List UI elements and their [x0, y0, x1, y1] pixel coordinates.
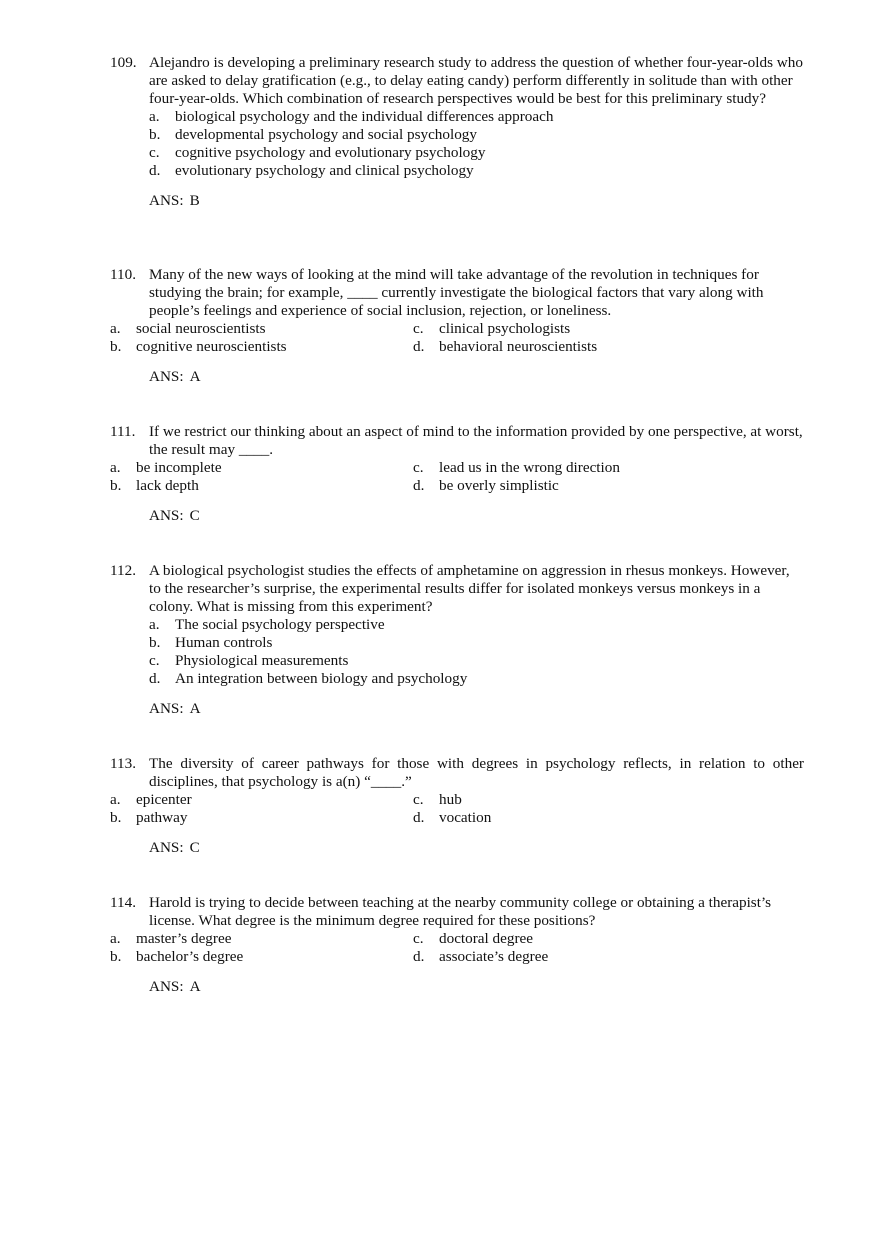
question-113 [110, 755, 804, 857]
answer-label: ANS: [149, 368, 184, 385]
answer-line [110, 192, 804, 210]
question-text: A biological psychologist studies the effects of amphetamine on aggression in rhesus monkeys. However, to the researcher’s surprise, the experimental results differ for isolated monkeys versus monkeys in a colony. What is missing from this experiment? [149, 562, 790, 615]
option-c: c. doctoral degree [413, 930, 534, 947]
option-b: b. cognitive neuroscientists [110, 338, 287, 355]
answer-label: ANS: [149, 507, 184, 524]
question-number: 113. [110, 755, 137, 772]
question-text: The diversity of career pathways for those with degrees in psychology reflects, in relation to other disciplines, that psychology is a(n) “____.” [149, 755, 804, 790]
answer-line [110, 839, 804, 857]
option-list [110, 791, 804, 827]
option-a: a. social neuroscientists [110, 320, 266, 337]
option-b: b. Human controls [149, 634, 273, 651]
answer-value: A [189, 368, 201, 385]
option-d: d. vocation [413, 809, 492, 826]
answer-label: ANS: [149, 839, 184, 856]
option-b: b. lack depth [110, 477, 199, 494]
option-list [110, 616, 804, 688]
option-list [110, 930, 804, 966]
question-number: 110. [110, 266, 137, 283]
option-a: a. be incomplete [110, 459, 222, 476]
option-c: c. lead us in the wrong direction [413, 459, 620, 476]
question-text: Many of the new ways of looking at the mind will take advantage of the revolution in techniques for studying the brain; for example, ____ currently investigate the biological factors that vary along with people’s feelings and experience of social inclusion, rejection, or loneliness. [149, 266, 764, 319]
option-c: c. Physiological measurements [149, 652, 349, 669]
option-d: d. associate’s degree [413, 948, 549, 965]
question-110 [110, 266, 804, 386]
answer-value: C [189, 507, 200, 524]
question-number: 111. [110, 423, 136, 440]
option-d: d. An integration between biology and psychology [149, 670, 468, 687]
option-c: c. hub [413, 791, 462, 808]
question-text: Alejandro is developing a preliminary research study to address the question of whether four-year-olds who are asked to delay gratification (e.g., to delay eating candy) perform differently in solitude than with other four-year-olds. Which combination of research perspectives would be best for this preliminary study? [149, 54, 803, 107]
option-a: a. The social psychology perspective [149, 616, 385, 633]
option-a: a. biological psychology and the individual differences approach [149, 108, 554, 125]
question-number: 114. [110, 894, 137, 911]
answer-label: ANS: [149, 978, 184, 995]
option-b: b. bachelor’s degree [110, 948, 244, 965]
option-d: d. evolutionary psychology and clinical psychology [149, 162, 474, 179]
option-d: d. be overly simplistic [413, 477, 559, 494]
answer-label: ANS: [149, 700, 184, 717]
option-c: c. cognitive psychology and evolutionary psychology [149, 144, 486, 161]
answer-line [110, 978, 804, 996]
answer-value: A [189, 978, 201, 995]
answer-value: C [189, 839, 200, 856]
question-109 [110, 54, 804, 210]
answer-line [110, 368, 804, 386]
question-text: If we restrict our thinking about an aspect of mind to the information provided by one perspective, at worst, the result may ____. [149, 423, 803, 458]
question-number: 112. [110, 562, 137, 579]
option-list [110, 320, 804, 356]
option-b: b. pathway [110, 809, 188, 826]
answer-value: A [189, 700, 201, 717]
option-list [110, 459, 804, 495]
option-c: c. clinical psychologists [413, 320, 571, 337]
option-d: d. behavioral neuroscientists [413, 338, 598, 355]
question-112 [110, 562, 804, 718]
option-list [110, 108, 804, 180]
question-text: Harold is trying to decide between teaching at the nearby community college or obtaining a therapist’s license. What degree is the minimum degree required for these positions? [149, 894, 772, 929]
option-a: a. epicenter [110, 791, 192, 808]
answer-line [110, 507, 804, 525]
answer-line [110, 700, 804, 718]
question-number: 109. [110, 54, 137, 71]
answer-label: ANS: [149, 192, 184, 209]
question-114 [110, 894, 804, 996]
question-111 [110, 423, 804, 525]
option-b: b. developmental psychology and social psychology [149, 126, 477, 143]
answer-value: B [189, 192, 200, 209]
option-a: a. master’s degree [110, 930, 232, 947]
